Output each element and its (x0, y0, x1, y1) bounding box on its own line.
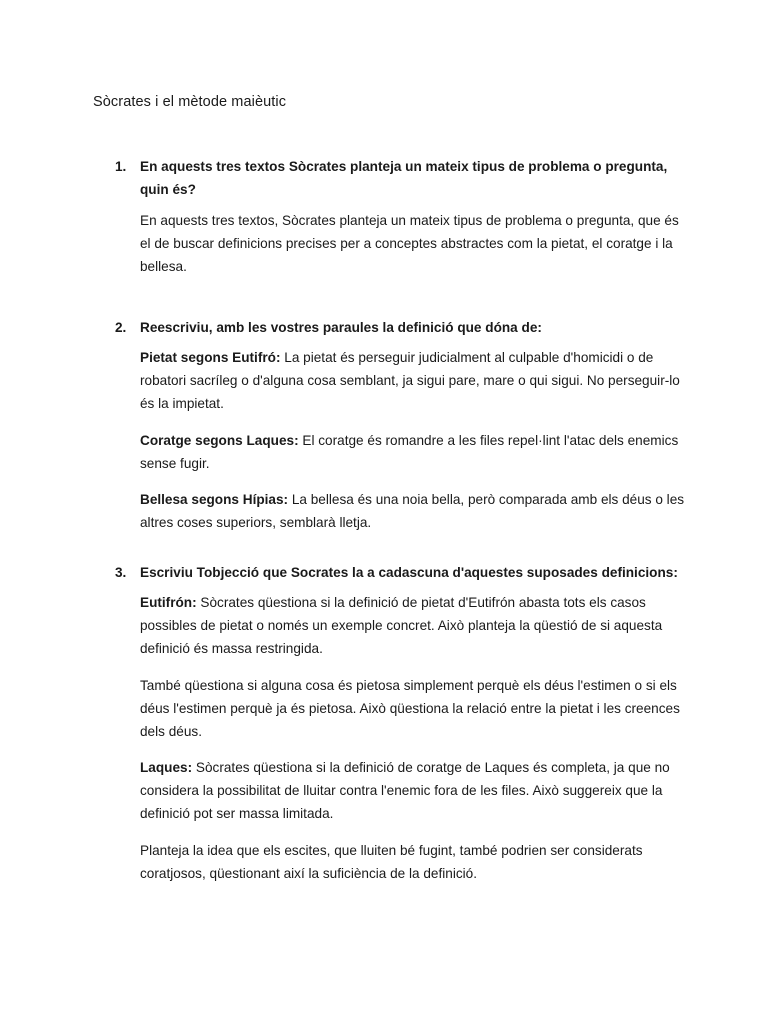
answer-text: El coratge és romandre a les files repel·lint l'atac dels enemics sense fugir. (140, 432, 679, 471)
question-2 (115, 316, 685, 548)
answer-term: Bellesa segons Hípias: (140, 492, 289, 508)
answer-text: Planteja la idea que els escites, que lluiten bé fugint, també podrien ser considerats coratjosos, qüestionant així la suficiència de la definició. (140, 842, 643, 881)
answer-text: La pietat és perseguir judicialment al culpable d'homicidi o de robatori sacríleg o d'alguna cosa semblant, ja sigui pare, mare o qui sigui. No perseguir-lo és la impietat. (140, 350, 680, 411)
answer-term: Laques: (140, 760, 193, 776)
question-heading (115, 155, 685, 201)
answer-text: Sòcrates qüestiona si la definició de pietat d'Eutifrón abasta tots els casos possibles de pietat o només un exemple concret. Això planteja la qüestió de si aquesta definició és massa restringida. (140, 595, 663, 656)
answer-paragraph-bellesa (140, 488, 685, 534)
answer-term: Coratge segons Laques: (140, 432, 299, 448)
answer-term: Pietat segons Eutifró: (140, 350, 281, 365)
question-text: En aquests tres textos Sòcrates planteja un mateix tipus de problema o pregunta, quin és? (140, 159, 668, 197)
answer-paragraph (140, 209, 685, 278)
question-heading (115, 316, 685, 339)
question-number: 3. (115, 565, 127, 580)
answer-paragraph-coratge (140, 429, 685, 475)
answer-paragraph-laques-2 (140, 839, 685, 885)
page-title: Sòcrates i el mètode maièutic (93, 94, 287, 110)
question-3 (115, 561, 685, 898)
answer-paragraph-eutifron (140, 591, 685, 660)
answer-text: Sòcrates qüestiona si la definició de coratge de Laques és completa, ja que no considera la possibilitat de lluitar contra l'enemic fora de les files. Això suggereix que la definició pot ser massa limitada. (140, 760, 670, 822)
question-number: 1. (115, 159, 127, 174)
answer-paragraph-laques (140, 756, 685, 825)
answer-text: En aquests tres textos, Sòcrates planteja un mateix tipus de problema o pregunta, que és el de buscar definicions precises per a conceptes abstractes com la pietat, el coratge i la bellesa. (140, 213, 679, 274)
question-text: Reescriviu, amb les vostres paraules la definició que dóna de: (140, 320, 542, 335)
question-heading (115, 561, 685, 584)
question-1 (115, 155, 685, 292)
answer-paragraph-pietat (140, 346, 685, 415)
answer-paragraph-eutifron-2 (140, 674, 685, 743)
answer-text: També qüestiona si alguna cosa és pietosa simplement perquè els déus l'estimen o si els déus l'estimen perquè ja és pietosa. Això qüestiona la relació entre la pietat i les creences dels déus. (140, 677, 680, 739)
answer-term: Eutifrón: (140, 595, 197, 610)
question-number: 2. (115, 320, 127, 335)
answer-text: La bellesa és una noia bella, però comparada amb els déus o les altres coses superiors, semblarà lletja. (140, 492, 685, 531)
question-text: Escriviu Tobjecció que Socrates la a cadascuna d'aquestes suposades definicions: (140, 565, 678, 580)
